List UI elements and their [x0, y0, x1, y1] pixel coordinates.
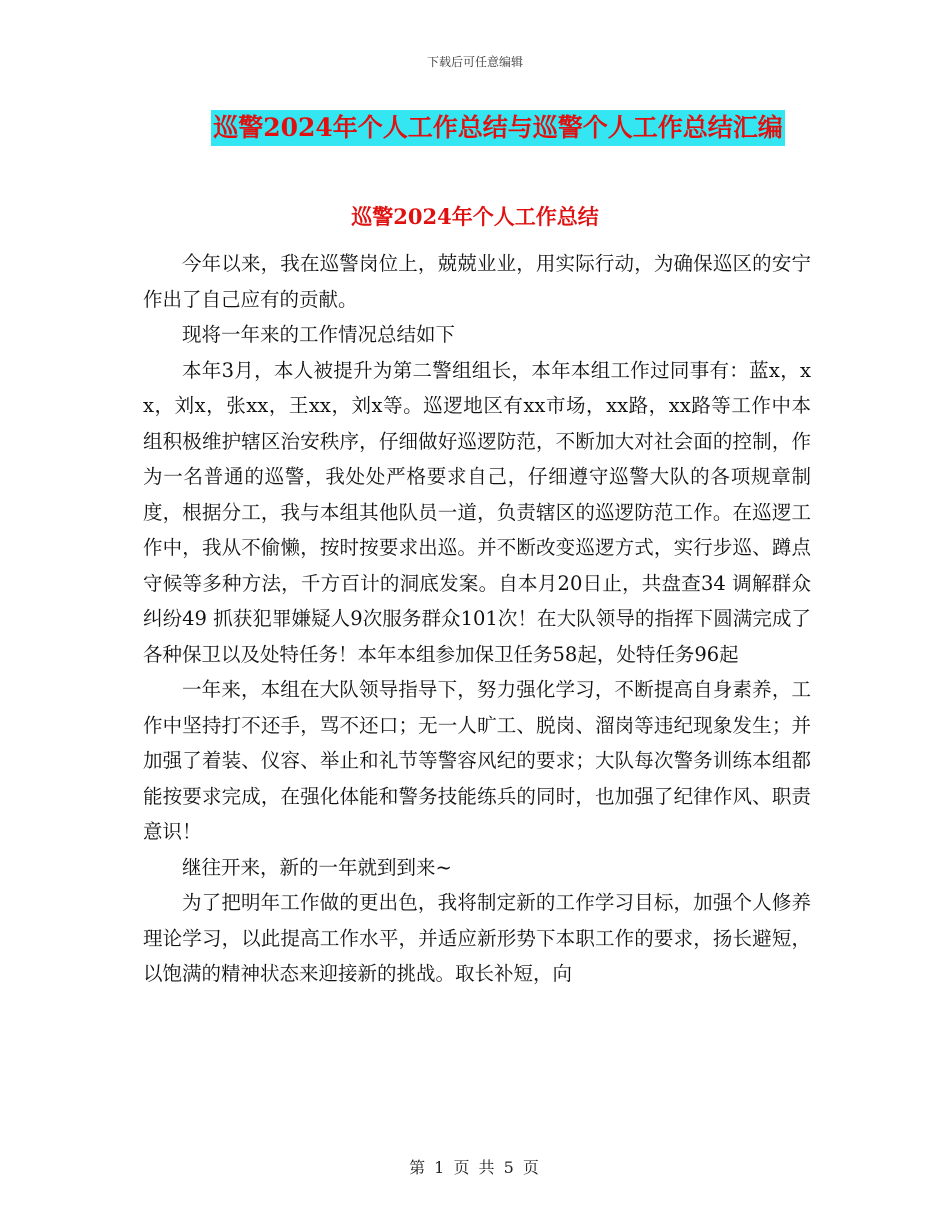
header-note: 下载后可任意编辑: [426, 55, 523, 69]
paragraph-work-details: 本年3月，本人被提升为第二警组组长，本年本组工作过同事有：蓝x，xx，刘x，张xx，王xx，刘x等。巡逻地区有xx市场，xx路，xx路等工作中本组积极维护辖区治安秩序，仔细做好巡逻防范，不断加大对社会面的控制，作为一名普通的巡警，我处处严格要求自己，仔细遵守巡警大队的各项规章制度，根据分工，我与本组其他队员一道，负责辖区的巡逻防范工作。在巡逻工作中，我从不偷懒，按时按要求出巡。并不断改变巡逻方式，实行步巡、蹲点守候等多种方法，千方百计的洞底发案。自本月20日止，共盘查34 调解群众纠纷49 抓获犯罪嫌疑人9次服务群众101次！在大队领导的指挥下圆满完成了各种保卫以及处特任务！本年本组参加保卫任务58起，处特任务96起: [143, 358, 811, 666]
page-footer: 第 1 页 共 5 页: [409, 1158, 541, 1177]
section-title: 巡警2024年个人工作总结: [351, 204, 599, 229]
paragraph-summary-lead: 现将一年来的工作情况总结如下: [182, 323, 456, 346]
paragraph-discipline: 一年来，本组在大队领导指导下，努力强化学习，不断提高自身素养，工作中坚持打不还手，骂不还口；无一人旷工、脱岗、溜岗等违纪现象发生；并加强了着装、仪容、举止和礼节等警容风纪的要求；大队每次警务训练本组都能按要求完成，在强化体能和警务技能练兵的同时，也加强了纪律作风、职责意识！: [143, 678, 811, 843]
main-title: 巡警2024年个人工作总结与巡警个人工作总结汇编: [211, 110, 785, 146]
paragraph-intro: 今年以来，我在巡警岗位上，兢兢业业，用实际行动，为确保巡区的安宁作出了自己应有的贡献。: [143, 252, 811, 311]
paragraph-goals: 为了把明年工作做的更出色，我将制定新的工作学习目标，加强个人修养理论学习，以此提高工作水平，并适应新形势下本职工作的要求，扬长避短，以饱满的精神状态来迎接新的挑战。取长补短，向: [143, 891, 811, 985]
body-text: [143, 246, 811, 992]
main-title-container: [0, 110, 950, 146]
paragraph-new-year: 继往开来，新的一年就到到来~: [182, 855, 452, 879]
